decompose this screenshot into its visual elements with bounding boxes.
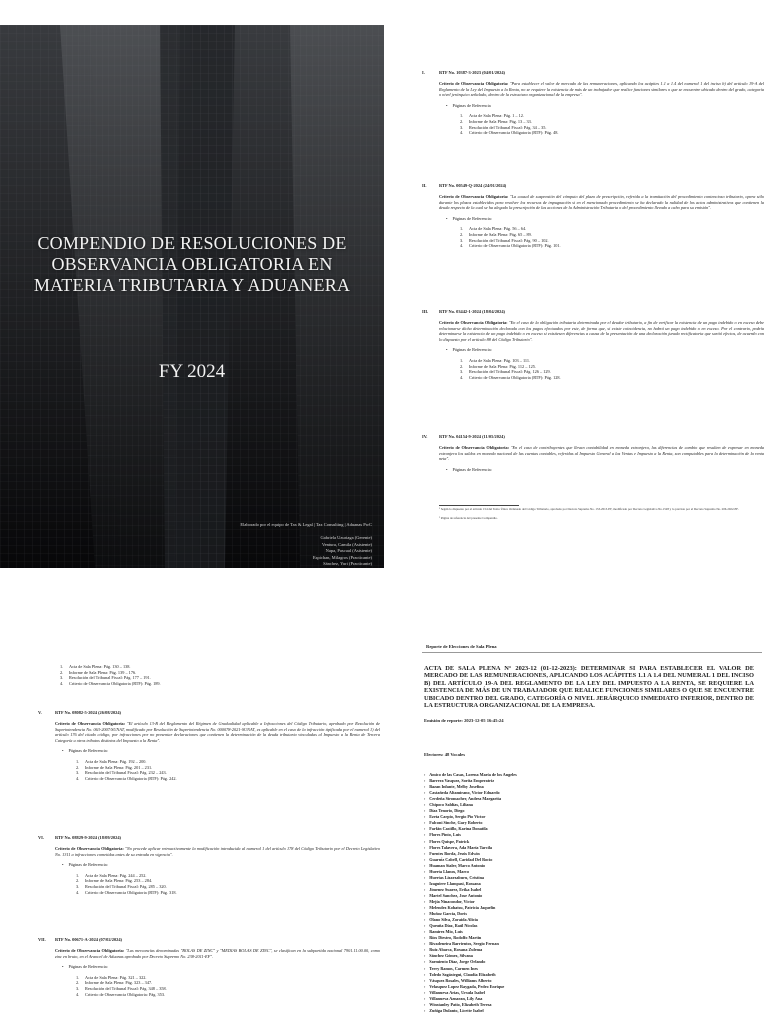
list-item: 3. Resolución del Tribunal Fiscal: Pág. 232 – 243.: [76, 770, 167, 776]
team-member: Ventura, Camila (Asistente): [321, 541, 372, 547]
cover-title: COMPENDIO DE RESOLUCIONES DE OBSERVANCIA OBLIGATORIA EN MATERIA TRIBUTARIA Y ADUANERA: [33, 233, 351, 295]
voter-item: • Martel Sanchez, Jose Antonio: [424, 893, 517, 899]
reference-bullet: • Páginas de Referencia: [446, 103, 764, 109]
voter-item: • Chipoco Saldías, Liliana: [424, 802, 517, 808]
section-number: IV.: [422, 434, 428, 439]
list-item: 2. Informe de Sala Plena: Pág. 253 – 284.: [76, 878, 153, 884]
reference-bullet: • Páginas de Referencia:: [62, 964, 380, 970]
act-title: ACTA DE SALA PLENA N° 2023-12 (01-12-2023): DETERMINAR SI PARA ESTABLECER EL VALOR DE MERCADO DE LAS REMUNERACIONES, APLICANDO LOS ACÁPITES 1.1 A 1.4 DEL NUMERAL 1 DEL INCISO B) DEL ARTÍCULO 19-A DEL REGLAMENTO DE LA LEY DEL IMPUESTO A LA RENTA, SE REQUIERE LA EXISTENCIA DE MÁS DE UN TRABAJADOR QUE REALICE FUNCIONES SIMILARES O QUE SE ENCUENTRE UBICADO DENTRO DEL GRADO, CATEGORÍA O NIVEL JERÁRQUICO INMEDIATO INFERIOR, DENTRO DE LA ESTRUCTURA ORGANIZACIONAL DE LA EMPRESA.: [424, 665, 754, 710]
criterion-text: Criterio de Observancia Obligatoria: "La causal de suspensión del cómputo del plazo de prescripción, referida a la tramitación del procedimiento contencioso tributario, opera sólo durante los plazos establecidos para resolver los recursos de impugnación si en el mencionado procedimiento se ha declarado la nulidad de los actos administrativos que contienen la deuda respecto de la cual se ha alegado la prescripción de las acciones de la Administración Tributaria o del procedimiento llevado a cabo para su emisión".: [439, 194, 764, 211]
team-member: Espichan, Milagros (Practicante): [312, 554, 372, 560]
voter-item: • Huertas Lizarzaburu, Cristina: [424, 875, 517, 881]
voter-item: • Sánchez Gómez, Silvana: [424, 953, 517, 959]
reference-list: [76, 975, 380, 997]
voter-item: • Sarmiento Díaz, Jorge Orlando: [424, 959, 517, 965]
criterion-text: Criterio de Observancia Obligatoria: "El artículo 13-B del Reglamento del Régimen de Gradualidad aplicable a Infracciones del Código Tributario, aprobado por Resolución de Superintendencia No. 063-2007/SUNAT, modificado por Resolución de Superintendencia No. 000078-2021-SUNAT, es aplicable en el caso de la infracción tipificada por el numeral 1) del artículo 176 del citado código, por infracciones por no presentar declaraciones que contienen la determinación de la deuda tributaria vinculadas al Impuesto a la Renta de Tercera Categoría u otros tributos distintos del Impuesto a la Renta".: [55, 721, 380, 743]
voter-item: • Melendez Kohatsu, Patricia Jaquelin: [424, 905, 517, 911]
emission-date: Emisión de reporte: 2023-12-05 16:45:24: [424, 718, 504, 723]
section-iv-continued: [22, 664, 364, 686]
section-ii: [422, 183, 764, 249]
voter-item: • Ezeta Carpio, Sergio Pio Victor: [424, 814, 517, 820]
list-item: 2. Informe de Sala Plena: Pág. 65 – 89.: [460, 231, 532, 237]
voter-item: • Falconi Sinche, Gary Roberto: [424, 820, 517, 826]
footnote: ¹ Según lo dispuesto por el artículo 154 del Texto Único Ordenado del Código Tributario, aprobado por Decreto Supremo No. 133-2013-EF, modificado por Decreto Legislativo No.1528 y lo previsto por el Decreto Supremo No. 206-2022-EF.: [439, 507, 739, 511]
report-divider: [422, 652, 762, 653]
footnote: ² Página de referencia del presente Compendio.: [439, 516, 498, 520]
reference-list: [460, 113, 764, 135]
team-member: Sánchez, Yuri (Practicante): [323, 561, 372, 567]
reference-list: [76, 873, 380, 895]
reference-list: [76, 759, 380, 781]
reference-bullet: • Páginas de Referencia:: [446, 347, 764, 353]
cover-team-list: [313, 535, 372, 568]
voter-item: • Huaman Sialer, Marco Antonio: [424, 863, 517, 869]
voter-item: • Flores Pinto, Luis: [424, 832, 517, 838]
section-i: [422, 70, 764, 136]
list-item: 4. Criterio de Observancia Obligatoria (RTF): Pág. 189.: [60, 680, 161, 686]
voter-item: • Castañeda Altamirano, Victor Eduardo: [424, 790, 517, 796]
cover-fiscal-year: FY 2024: [158, 361, 226, 382]
cover-buildings-image: [0, 25, 384, 568]
reference-bullet: • Páginas de Referencia:: [62, 862, 380, 868]
list-item: 3. Resolución del Tribunal Fiscal: Pág. 285 – 320.: [76, 883, 167, 889]
section-title: RTF No. 08082-5-2024 (26/08/2024): [55, 710, 122, 715]
reference-bullet: • Páginas de Referencia:: [62, 748, 380, 754]
voter-item: • Queuña Díaz, Raúl Nicolas: [424, 923, 517, 929]
list-item: 4. Criterio de Observancia Obligatoria (RTF): Pág. 48.: [460, 130, 559, 136]
list-item: 2. Informe de Sala Plena: Pág. 112 – 125.: [460, 363, 537, 369]
reference-list: [460, 226, 764, 248]
voter-item: • Flores Quispe, Patrick: [424, 839, 517, 845]
section-v: [38, 710, 380, 781]
voter-item: • Winstanley Patio, Elizabeth Teresa: [424, 1002, 517, 1008]
reference-list: [460, 358, 764, 380]
list-item: 2. Informe de Sala Plena: Pág. 201 – 231.: [76, 764, 153, 770]
criterion-text: Criterio de Observancia Obligatoria: "No procede aplicar retroactivamente la modificación introducida al numeral 1 del artículo 178 del Código Tributario por el Decreto Legislativo No. 1311 a infracciones cometidas antes de su entrada en vigencia".: [55, 846, 380, 857]
voter-item: • Izaguirre Llampasi, Rossana: [424, 881, 517, 887]
section-title: RTF No. 00671-A-2024 (07/02/2024): [55, 937, 122, 942]
list-item: 1. Acta de Sala Plena: Pág. 1 – 12.: [460, 113, 525, 119]
cover-credit: Elaborado por el equipo de Tax & Legal | Tax Consulting | Aduanas PwC: [240, 522, 372, 527]
section-title: RTF No. 08829-9-2024 (18/09/2024): [55, 835, 122, 840]
voter-item: • Amico de las Casas, Lorena María de los Angeles: [424, 772, 517, 778]
section-number: VI.: [38, 835, 44, 840]
criterion-text: Criterio de Observancia Obligatoria: "En el caso de la obligación tributaria determinada por el deudor tributario, a fin de verificar la existencia de un pago indebido o en exceso debe relacionarse dicha determinación declarada con los pagos efectuados por este, de forma que, si existe coincidencia, no habrá un pago indebido o en exceso. Por el contrario, podría determinarse la existencia de un pago indebido o en exceso si existiesen diferencias a causa de la presentación de una declaración jurada rectificatoria que surtió efectos, de acuerdo con lo dispuesto por el artículo 88 del Código Tributario".: [439, 320, 764, 342]
report-header: Reporte de Elecciones de Sala Plena: [426, 644, 497, 649]
criterion-text: Criterio de Observancia Obligatoria: "Las mercancías denominadas "BOLAS DE ZINC" y "MEDIAS BOLAS DE ZINC", se clasifican en la subpartida nacional 7901.11.00.00, como zinc en bruto, en el Arancel de Aduanas aprobado por Decreto Supremo No. 238-2011-EF".: [55, 948, 380, 959]
list-item: 1. Acta de Sala Plena: Pág. 130 – 138.: [60, 664, 131, 669]
cover-page: [0, 25, 384, 568]
voter-item: • Ramirez Mio, Luis: [424, 929, 517, 935]
reference-list: [60, 664, 364, 686]
list-item: 4. Criterio de Observancia Obligatoria (RTF): Pág. 242.: [76, 775, 177, 781]
voter-item: • Flores Talavera, Ada María Tarcila: [424, 845, 517, 851]
section-title: RTF No. 10387-3-2023 (04/01/2024): [439, 70, 506, 75]
voter-item: • Fuentes Borda, Jesús Edwin: [424, 851, 517, 857]
section-title: RTF No. 00549-Q-2024 (24/01/2024): [439, 183, 507, 188]
section-iii: [422, 309, 764, 380]
list-item: 4. Criterio de Observancia Obligatoria: Pág. 353.: [76, 991, 166, 997]
section-vi: [38, 835, 380, 895]
list-item: 1. Acta de Sala Plena: Pág. 56 – 64.: [460, 226, 527, 232]
list-item: 3. Resolución del Tribunal Fiscal: Pág. 34 – 35.: [460, 124, 547, 130]
voter-list: [424, 772, 517, 1014]
voter-item: • Muñoz García, Doris: [424, 911, 517, 917]
list-item: 2. Informe de Sala Plena: Pág. 139 – 176.: [60, 669, 137, 675]
list-item: 1. Acta de Sala Plena: Pág. 321 – 322.: [76, 974, 147, 980]
voter-item: • Bazan Infante, Melby Josefina: [424, 784, 517, 790]
voter-item: • Ruiz Abarca, Roxana Zulema: [424, 947, 517, 953]
section-number: I.: [422, 70, 425, 75]
voter-item: • Cerdeña Siromacher, Andrea Margarita: [424, 796, 517, 802]
section-number: II.: [422, 183, 427, 188]
list-item: 1. Acta de Sala Plena: Pág. 192 – 200.: [76, 758, 147, 764]
reference-bullet: • Páginas de Referencia:: [446, 216, 764, 222]
voter-item: • Toledo Sagástegui, Claudia Elizabeth: [424, 972, 517, 978]
voter-item: • Terry Ramos, Carmen Ines: [424, 966, 517, 972]
voter-item: • Huerta Llanos, Marco: [424, 869, 517, 875]
footnote-divider: [439, 505, 519, 506]
voter-item: • Vásquez Rosales, Williams Alberto: [424, 978, 517, 984]
list-item: 3. Resolución del Tribunal Fiscal: Pág. 177 – 191.: [60, 675, 151, 681]
voter-item: • Farfán Castillo, Karina Donatila: [424, 826, 517, 832]
list-item: 4. Criterio de Observancia Obligatoria (RTF): Pág. 101.: [460, 243, 561, 249]
reference-bullet: • Páginas de Referencia:: [446, 467, 764, 473]
voter-item: • Díaz Tenorio, Diego: [424, 808, 517, 814]
voter-item: • Velasquez Lopez Raygada, Pedro Enrique: [424, 984, 517, 990]
section-title: RTF No. 03442-1-2024 (18/04/2024): [439, 309, 506, 314]
criterion-text: Criterio de Observancia Obligatoria: "En el caso de contribuyentes que llevan contabilidad en moneda extranjera, las diferencias de cambio que resulten de expresar en moneda extranjera los saldos en moneda nacional de las cuentas contables, referidas al Impuesto General a las Ventas e Impuesto a la Renta, son computables para la determinación de la renta neta".: [439, 445, 764, 462]
list-item: 3. Resolución del Tribunal Fiscal: Pág. 90 – 102.: [460, 237, 549, 243]
list-item: 2. Informe de Sala Plena: Pág. 13 – 33.: [460, 118, 532, 124]
voter-item: • Mejía Ninacondor, Victor: [424, 899, 517, 905]
section-number: III.: [422, 309, 429, 314]
list-item: 3. Resolución del Tribunal Fiscal: Pág. 126 – 129.: [460, 369, 551, 375]
team-member: Napa, Pascual (Asistente): [325, 548, 372, 554]
voter-item: • Olano Silva, Zoraida Alicia: [424, 917, 517, 923]
section-number: VII.: [38, 937, 46, 942]
list-item: 4. Criterio de Observancia Obligatoria (RTF): Pág. 128.: [460, 374, 561, 380]
list-item: 3. Resolución del Tribunal Fiscal: Pág. 348 – 358.: [76, 985, 167, 991]
voter-item: • Rivadeneira Barrientos, Sergio Fernan: [424, 941, 517, 947]
section-iv: [422, 434, 764, 472]
voter-item: • Villanueva Aznaran, Lily Ana: [424, 996, 517, 1002]
voter-item: • Zuñiga Dulanto, Licette Isabel: [424, 1008, 517, 1014]
voter-item: • Guarnίz Cabell, Caridad Del Rocio: [424, 857, 517, 863]
voter-item: • Barrera Vasquez, Sorita Emperatriz: [424, 778, 517, 784]
section-title: RTF No. 04154-9-2024 (11/05/2024): [439, 434, 505, 439]
electors-count: Electores: 48 Vocales: [424, 752, 465, 757]
list-item: 2. Informe de Sala Plena: Pág. 323 – 347.: [76, 980, 153, 986]
list-item: 1. Acta de Sala Plena: Pág. 244 – 252.: [76, 872, 147, 878]
team-member: Gabriela Uzuriaga (Gerente): [320, 535, 372, 540]
voter-item: • Ríos Diestro, Rodolfo Martín: [424, 935, 517, 941]
section-number: V.: [38, 710, 42, 715]
voter-item: • Villanueva Arias, Ursula Isabel: [424, 990, 517, 996]
list-item: 4. Criterio de Observancia Obligatoria (RTF): Pág. 318.: [76, 889, 177, 895]
voter-item: • Jimenez Suarez, Erika Isabel: [424, 887, 517, 893]
section-vii: [38, 937, 380, 997]
criterion-text: Criterio de Observancia Obligatoria: "Para establecer el valor de mercado de las remuneraciones, aplicando los acápites 1.1 a 1.4 del numeral 1 del inciso b) del artículo 19-A del Reglamento de la Ley del Impuesto a la Renta, no se requiere la existencia de más de un trabajador que realice funciones similares o que se encuentre ubicado dentro del grado, categoría o nivel jerárquico señalado, dentro de la estructura organizacional de la empresa".: [439, 81, 764, 98]
list-item: 1. Acta de Sala Plena: Pág. 103 – 111.: [460, 357, 531, 363]
